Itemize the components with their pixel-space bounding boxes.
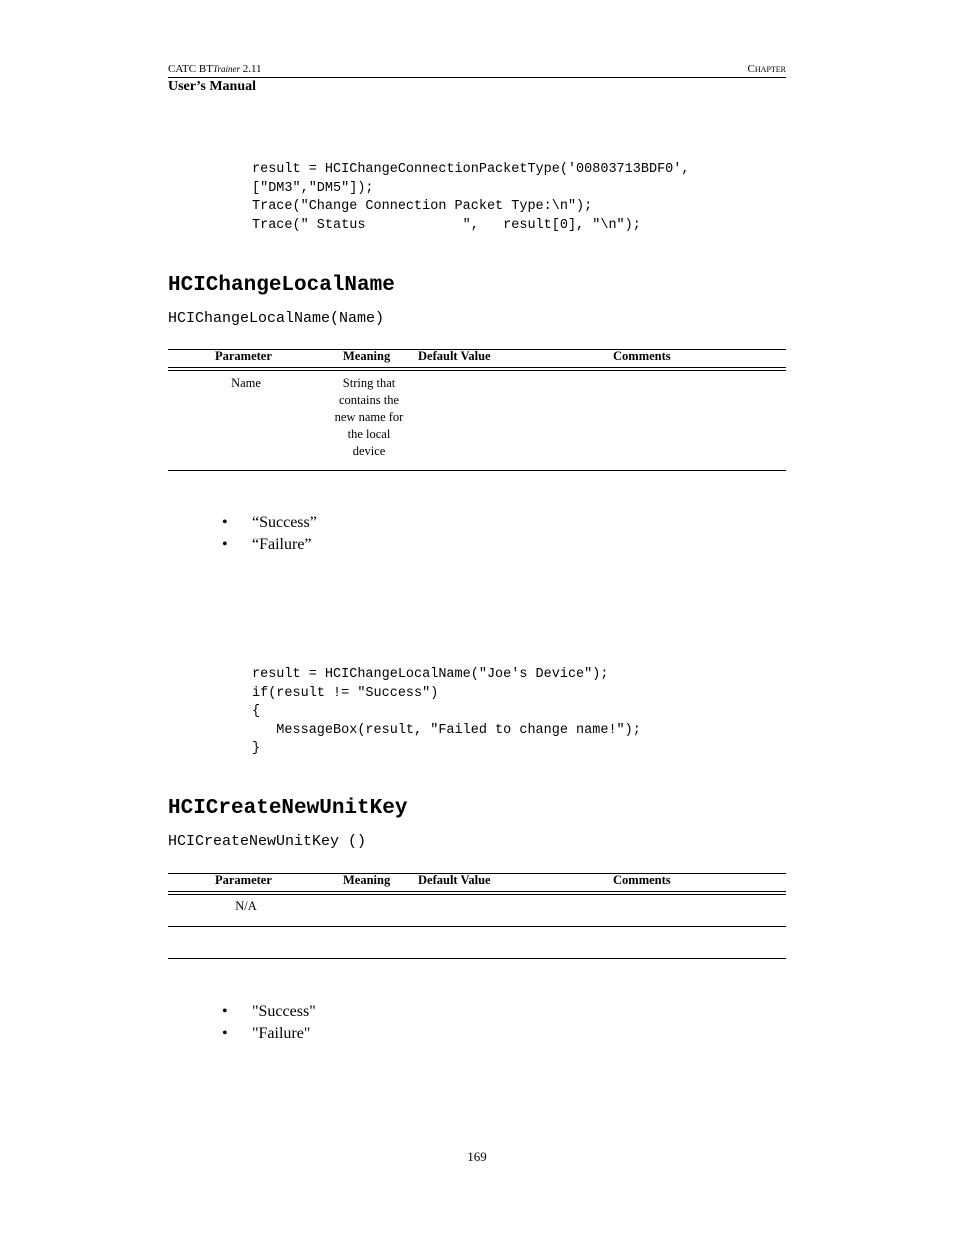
return-values-list-change-local-name <box>222 512 317 556</box>
table-bottom-rule <box>168 958 786 959</box>
running-header-manual: User’s Manual <box>168 79 257 94</box>
code-line: result = HCIChangeConnectionPacketType('00803713BDF0', <box>252 162 690 177</box>
bullet-icon: • <box>222 536 228 553</box>
list-item <box>222 512 317 534</box>
table-header-rule-2 <box>168 894 786 895</box>
running-header-product <box>168 63 262 75</box>
cell-meaning-line: the local <box>347 427 391 441</box>
cell-meaning-line: String that <box>342 376 396 390</box>
col-header-meaning: Meaning <box>343 349 391 363</box>
return-values-list-create-new-unit-key <box>222 1001 316 1045</box>
product-name-italic: Trainer <box>212 64 240 74</box>
code-line: ["DM3","DM5"]); <box>252 180 374 196</box>
col-header-default-value: Default Value <box>418 349 491 363</box>
section-title-create-new-unit-key: HCICreateNewUnitKey <box>168 797 408 820</box>
page-number: 169 <box>467 1149 487 1164</box>
cell-meaning-line: new name for <box>334 410 404 424</box>
table-bottom-rule <box>168 470 786 471</box>
product-version: 2.11 <box>239 63 262 75</box>
col-header-comments: Comments <box>613 873 671 887</box>
col-header-comments: Comments <box>613 349 671 363</box>
bullet-icon: • <box>222 514 228 531</box>
table-header-rule-2 <box>168 370 786 371</box>
cell-meaning <box>326 375 412 460</box>
table-header-rule <box>168 367 786 368</box>
code-line: } <box>252 741 261 757</box>
col-header-default-value: Default Value <box>418 873 491 887</box>
table-header-rule <box>168 891 786 892</box>
list-item-text: "Failure" <box>252 1025 311 1042</box>
list-item <box>222 1023 316 1045</box>
table-row-rule <box>168 926 786 927</box>
code-block-change-connection <box>252 161 689 235</box>
code-line: Trace("Change Connection Packet Type:\n"); <box>252 199 593 215</box>
cell-parameter: Name <box>231 376 261 390</box>
code-line: if(result != "Success") <box>252 685 439 701</box>
code-line: MessageBox(result, "Failed to change name!"); <box>252 722 641 738</box>
bullet-icon: • <box>222 1025 228 1042</box>
parameter-table-create-new-unit-key <box>168 872 786 962</box>
col-header-parameter: Parameter <box>215 349 272 363</box>
running-header-chapter: Chapter <box>747 63 786 75</box>
cell-parameter: N/A <box>235 899 257 913</box>
col-header-meaning: Meaning <box>343 873 391 887</box>
function-signature-create-new-unit-key: HCICreateNewUnitKey () <box>168 833 367 850</box>
col-header-parameter: Parameter <box>215 873 272 887</box>
code-line: Trace(" Status ", result[0], "\n"); <box>252 217 641 233</box>
parameter-table-change-local-name <box>168 348 786 472</box>
code-block-change-local-name <box>252 666 641 759</box>
header-rule <box>168 77 786 78</box>
list-item-text: "Success" <box>252 1003 316 1020</box>
list-item <box>222 1001 316 1023</box>
list-item <box>222 534 317 556</box>
function-signature-change-local-name: HCIChangeLocalName(Name) <box>168 310 385 327</box>
list-item-text: “Success” <box>252 514 317 531</box>
cell-meaning-line: contains the <box>338 393 400 407</box>
code-line: result = HCIChangeLocalName("Joe's Device"); <box>252 667 609 682</box>
cell-meaning-line: device <box>352 444 386 458</box>
bullet-icon: • <box>222 1003 228 1020</box>
list-item-text: “Failure” <box>252 536 312 553</box>
code-line: { <box>252 704 261 720</box>
product-prefix: CATC BT <box>168 63 213 75</box>
section-title-change-local-name: HCIChangeLocalName <box>168 274 395 297</box>
